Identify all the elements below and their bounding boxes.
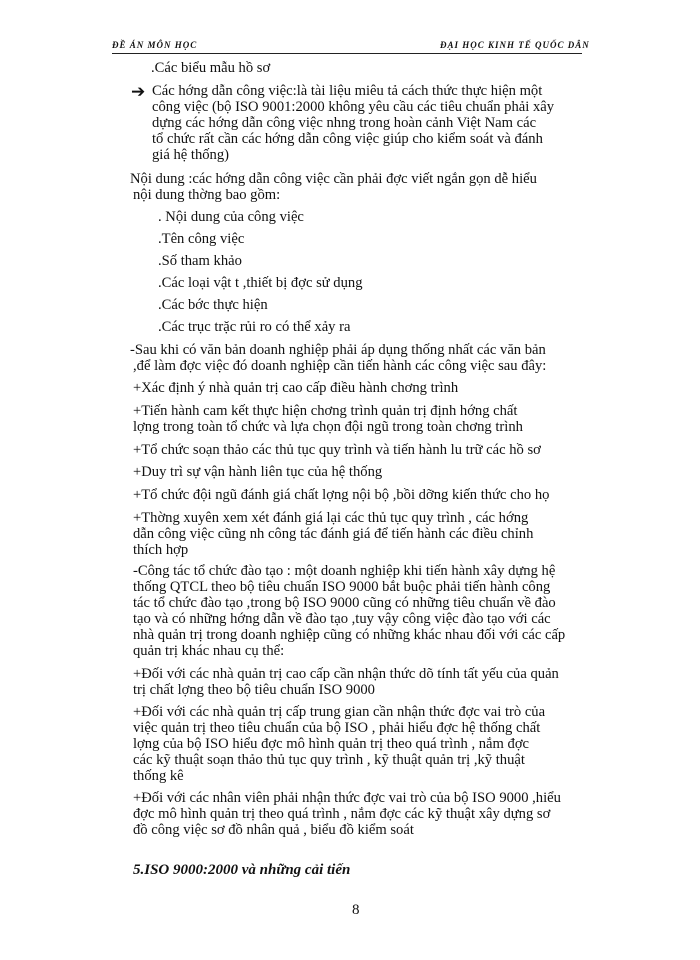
text-line: đợc mô hình quản trị theo quá trình , nắm đợc các kỹ thuật xây dựng sơ [133, 806, 551, 822]
text-line: nhà quản trị trong doanh nghiệp cũng có những khác nhau đối với các cấp [133, 627, 566, 643]
text-line: tổ chức rất cần các hớng dẫn công việc giúp cho kiểm soát và đánh [152, 131, 543, 147]
text-line: thống QTCL theo bộ tiêu chuẩn ISO 9000 bắt buộc phải tiến hành công [133, 579, 551, 595]
text-line: công việc (bộ ISO 9001:2000 không yêu cầu các tiêu chuẩn phải xây [152, 99, 555, 115]
text-line: thống kê [133, 768, 184, 784]
text-line: các kỹ thuật soạn thảo thủ tục quy trình , kỹ thuật quản trị ,kỹ thuật [133, 752, 525, 768]
text-line: trị chất lợng theo bộ tiêu chuẩn ISO 9000 [133, 682, 375, 698]
text-line: .Các biểu mẫu hồ sơ [151, 60, 271, 76]
text-line: ,để làm đợc việc đó doanh nghiệp cần tiến hành các công việc sau đây: [133, 358, 547, 374]
text-line: -Công tác tổ chức đào tạo : một doanh nghiệp khi tiến hành xây dựng hệ [133, 563, 556, 579]
text-line: Nội dung :các hớng dẫn công việc cần phải đợc viết ngắn gọn dễ hiểu [130, 171, 537, 187]
list-item: .Tên công việc [158, 231, 245, 247]
list-item: .Các loại vật t ,thiết bị đợc sử dụng [158, 275, 363, 291]
text-line: đồ công việc sơ đồ nhân quả , biểu đồ kiểm soát [133, 822, 414, 838]
text-line: tạo và có những hớng dẫn về đào tạo ,tuy vậy công việc đào tạo với các [133, 611, 551, 627]
text-line: quản trị khác nhau cụ thể: [133, 643, 285, 659]
text-line: Các hớng dẫn công việc:là tài liệu miêu tả cách thức thực hiện một [152, 83, 543, 99]
text-line: -Sau khi có văn bản doanh nghiệp phải áp dụng thống nhất các văn bản [130, 342, 546, 358]
arrow-bullet-icon: ➔ [131, 82, 146, 101]
text-line: +Đối với các nhân viên phải nhận thức đợc vai trò của bộ ISO 9000 ,hiểu [133, 790, 561, 806]
text-line: +Xác định ý nhà quản trị cao cấp điều hành chơng trình [133, 380, 459, 396]
page-number: 8 [352, 902, 360, 918]
header-left-title: ĐỀ ÁN MÔN HỌC [112, 40, 198, 50]
text-line: dựng các hớng dẫn công việc nhng trong hoàn cảnh Việt Nam các [152, 115, 537, 131]
list-item: .Các trục trặc rủi ro có thể xảy ra [158, 319, 351, 335]
text-line: thích hợp [133, 542, 189, 558]
text-line: việc quản trị theo tiêu chuẩn của bộ ISO , phải hiểu đợc hệ thống chất [133, 720, 541, 736]
text-line: +Tổ chức đội ngũ đánh giá chất lợng nội bộ ,bồi dỡng kiến thức cho họ [133, 487, 550, 503]
text-line: +Đối với các nhà quản trị cấp trung gian cần nhận thức đợc vai trò của [133, 704, 546, 720]
header-rule [112, 53, 582, 54]
section-heading: 5.ISO 9000:2000 và những cải tiến [133, 862, 351, 878]
text-line: dẫn công việc cũng nh công tác đánh giá để tiến hành các điều chỉnh [133, 526, 534, 542]
text-line: lợng của bộ ISO hiểu đợc mô hình quản trị theo quá trình , nắm đợc [133, 736, 530, 752]
text-line: +Thờng xuyên xem xét đánh giá lại các thủ tục quy trình , các hớng [133, 510, 529, 526]
text-line: nội dung thờng bao gồm: [133, 187, 281, 203]
text-line: +Đối với các nhà quản trị cao cấp cần nhận thức dõ tính tất yếu của quản [133, 666, 559, 682]
list-item: .Các bớc thực hiện [158, 297, 268, 313]
list-item: .Số tham khảo [158, 253, 242, 269]
text-line: +Tổ chức soạn thảo các thủ tục quy trình và tiến hành lu trữ các hồ sơ [133, 442, 541, 458]
text-line: +Tiến hành cam kết thực hiện chơng trình quản trị định hớng chất [133, 403, 518, 419]
text-line: lợng trong toàn tổ chức và lựa chọn đội ngũ trong toàn chơng trình [133, 419, 523, 435]
text-line: +Duy trì sự vận hành liên tục của hệ thống [133, 464, 383, 480]
text-line: tác tổ chức đào tạo ,trong bộ ISO 9000 cũng có những tiêu chuẩn về đào [133, 595, 556, 611]
text-line: giá hệ thống) [152, 147, 230, 163]
header-right-title: ĐẠI HỌC KINH TẾ QUỐC DÂN [440, 40, 590, 50]
list-item: . Nội dung của công việc [158, 209, 304, 225]
